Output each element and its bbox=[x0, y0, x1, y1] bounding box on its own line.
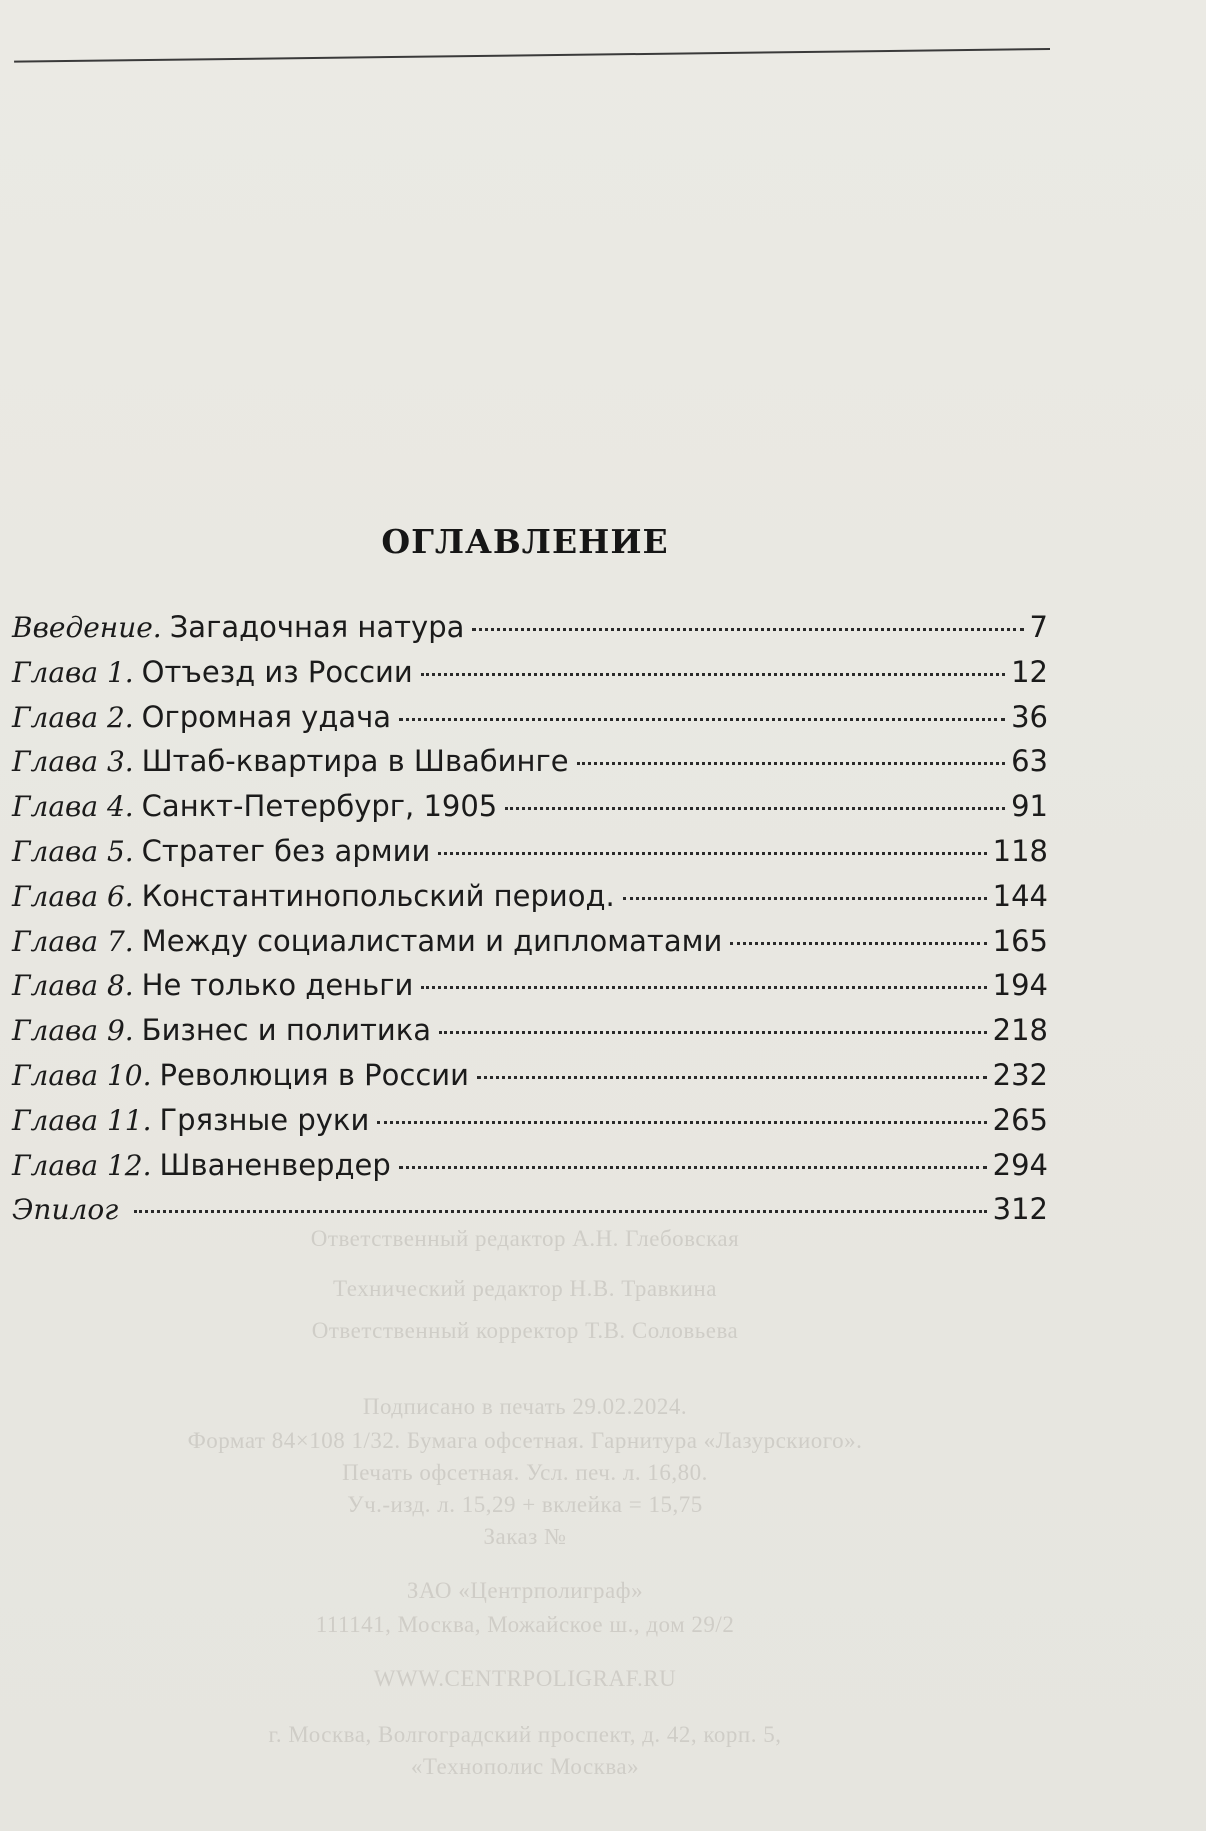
toc-entry bbox=[12, 1148, 1048, 1193]
bleed-through-line: Подписано в печать 29.02.2024. bbox=[362, 1394, 688, 1419]
toc-entry-prefix: Глава 9. bbox=[12, 1014, 134, 1048]
dot-leader bbox=[439, 1031, 987, 1034]
toc-entry bbox=[12, 610, 1048, 655]
bleed-through-line: 111141, Москва, Можайское ш., дом 29/2 bbox=[315, 1612, 735, 1637]
toc-entry-title: Грязные руки bbox=[159, 1102, 370, 1137]
dot-leader bbox=[505, 807, 1005, 810]
bleed-through-line: Технический редактор Н.В. Травкина bbox=[333, 1276, 717, 1301]
bleed-through-line: Заказ № bbox=[483, 1524, 567, 1549]
dot-leader bbox=[730, 942, 986, 945]
bleed-through-line: «Технополис Москва» bbox=[410, 1754, 640, 1779]
toc-entry-page: 265 bbox=[992, 1102, 1048, 1137]
toc-entry-page: 12 bbox=[1011, 654, 1048, 689]
toc-entry-prefix: Глава 1. bbox=[12, 655, 134, 689]
toc-entry-prefix: Эпилог bbox=[12, 1193, 119, 1227]
bleed-through-line: ЗАО «Центрполиграф» bbox=[406, 1578, 644, 1603]
toc-entry bbox=[12, 924, 1048, 969]
toc-entry bbox=[12, 968, 1048, 1013]
bleed-through-line: Ответственный редактор А.Н. Глебовская bbox=[310, 1226, 740, 1251]
toc-entry-page: 144 bbox=[992, 878, 1048, 913]
toc-entry-page: 232 bbox=[992, 1057, 1048, 1092]
bleed-through-line: WWW.CENTRPOLIGRAF.RU bbox=[373, 1666, 677, 1691]
bleed-through-line: Печать офсетная. Усл. печ. л. 16,80. bbox=[342, 1460, 708, 1485]
toc-entry-title: Стратег без армии bbox=[141, 833, 431, 868]
bleed-through-line: г. Москва, Волгоградский проспект, д. 42, корп. 5, bbox=[268, 1722, 782, 1747]
toc-entry-title: Между социалистами и дипломатами bbox=[141, 923, 723, 958]
toc-entry-prefix: Глава 8. bbox=[12, 969, 134, 1003]
toc-entry-prefix: Глава 10. bbox=[12, 1058, 152, 1092]
toc-entry-page: 312 bbox=[992, 1192, 1048, 1227]
top-rule bbox=[14, 48, 1050, 63]
toc-entry bbox=[12, 834, 1048, 879]
dot-leader bbox=[623, 897, 987, 900]
toc-entry-prefix: Глава 4. bbox=[12, 790, 134, 824]
toc-entry-prefix: Глава 11. bbox=[12, 1103, 152, 1137]
toc-entry bbox=[12, 1058, 1048, 1103]
dot-leader bbox=[472, 628, 1023, 631]
toc-entry-page: 118 bbox=[992, 833, 1048, 868]
dot-leader bbox=[399, 718, 1005, 721]
toc-entry bbox=[12, 1192, 1048, 1237]
toc-entry-title: Революция в России bbox=[159, 1057, 469, 1092]
toc-entry-page: 294 bbox=[992, 1147, 1048, 1182]
toc-entry-title: Загадочная натура bbox=[169, 610, 465, 644]
dot-leader bbox=[438, 852, 986, 855]
toc-entry bbox=[12, 655, 1048, 700]
dot-leader bbox=[477, 1076, 987, 1079]
toc-entry-title: Отъезд из России bbox=[141, 654, 413, 689]
dot-leader bbox=[577, 762, 1006, 765]
bleed-through-line: Ответственный корректор Т.В. Соловьева bbox=[311, 1318, 739, 1343]
toc-entry-prefix: Глава 2. bbox=[12, 700, 134, 734]
toc-entry-page: 194 bbox=[992, 968, 1048, 1003]
toc-entry bbox=[12, 1103, 1048, 1148]
toc-entry-title: Бизнес и политика bbox=[141, 1013, 431, 1048]
toc-entry-title: Огромная удача bbox=[141, 699, 392, 734]
toc-entry bbox=[12, 789, 1048, 834]
toc-entry bbox=[12, 700, 1048, 745]
toc-entry-page: 165 bbox=[992, 923, 1048, 958]
toc-entry-prefix: Введение. bbox=[12, 611, 162, 644]
toc-entry-title: Не только деньги bbox=[141, 968, 414, 1003]
toc-entry-prefix: Глава 5. bbox=[12, 834, 134, 868]
toc-entry-prefix: Глава 12. bbox=[12, 1148, 152, 1182]
dot-leader bbox=[377, 1121, 986, 1124]
dot-leader bbox=[134, 1210, 986, 1213]
toc-entry-title: Шваненвердер bbox=[159, 1147, 391, 1182]
toc-entry bbox=[12, 1013, 1048, 1058]
table-of-contents bbox=[12, 610, 1048, 1237]
toc-entry-page: 36 bbox=[1011, 699, 1048, 734]
bleed-through-line: Уч.-изд. л. 15,29 + вклейка = 15,75 bbox=[347, 1492, 703, 1517]
toc-entry-page: 63 bbox=[1011, 744, 1048, 779]
toc-entry-prefix: Глава 6. bbox=[12, 879, 134, 913]
toc-heading: ОГЛАВЛЕНИЕ bbox=[381, 522, 669, 561]
toc-entry-prefix: Глава 7. bbox=[12, 924, 134, 958]
toc-entry bbox=[12, 879, 1048, 924]
toc-entry-page: 91 bbox=[1011, 789, 1048, 824]
toc-entry-title: Константинопольский период. bbox=[141, 878, 615, 913]
dot-leader bbox=[421, 673, 1005, 676]
toc-entry-title: Штаб-квартира в Швабинге bbox=[141, 744, 569, 779]
dot-leader bbox=[399, 1166, 987, 1169]
toc-entry-page: 218 bbox=[992, 1013, 1048, 1048]
bleed-through-line: Формат 84×108 1/32. Бумага офсетная. Гарнитура «Лазурскиого». bbox=[187, 1428, 863, 1453]
toc-entry bbox=[12, 744, 1048, 789]
toc-entry-page: 7 bbox=[1029, 610, 1048, 644]
toc-entry-prefix: Глава 3. bbox=[12, 745, 134, 779]
toc-entry-title: Санкт-Петербург, 1905 bbox=[141, 789, 498, 824]
dot-leader bbox=[421, 986, 986, 989]
